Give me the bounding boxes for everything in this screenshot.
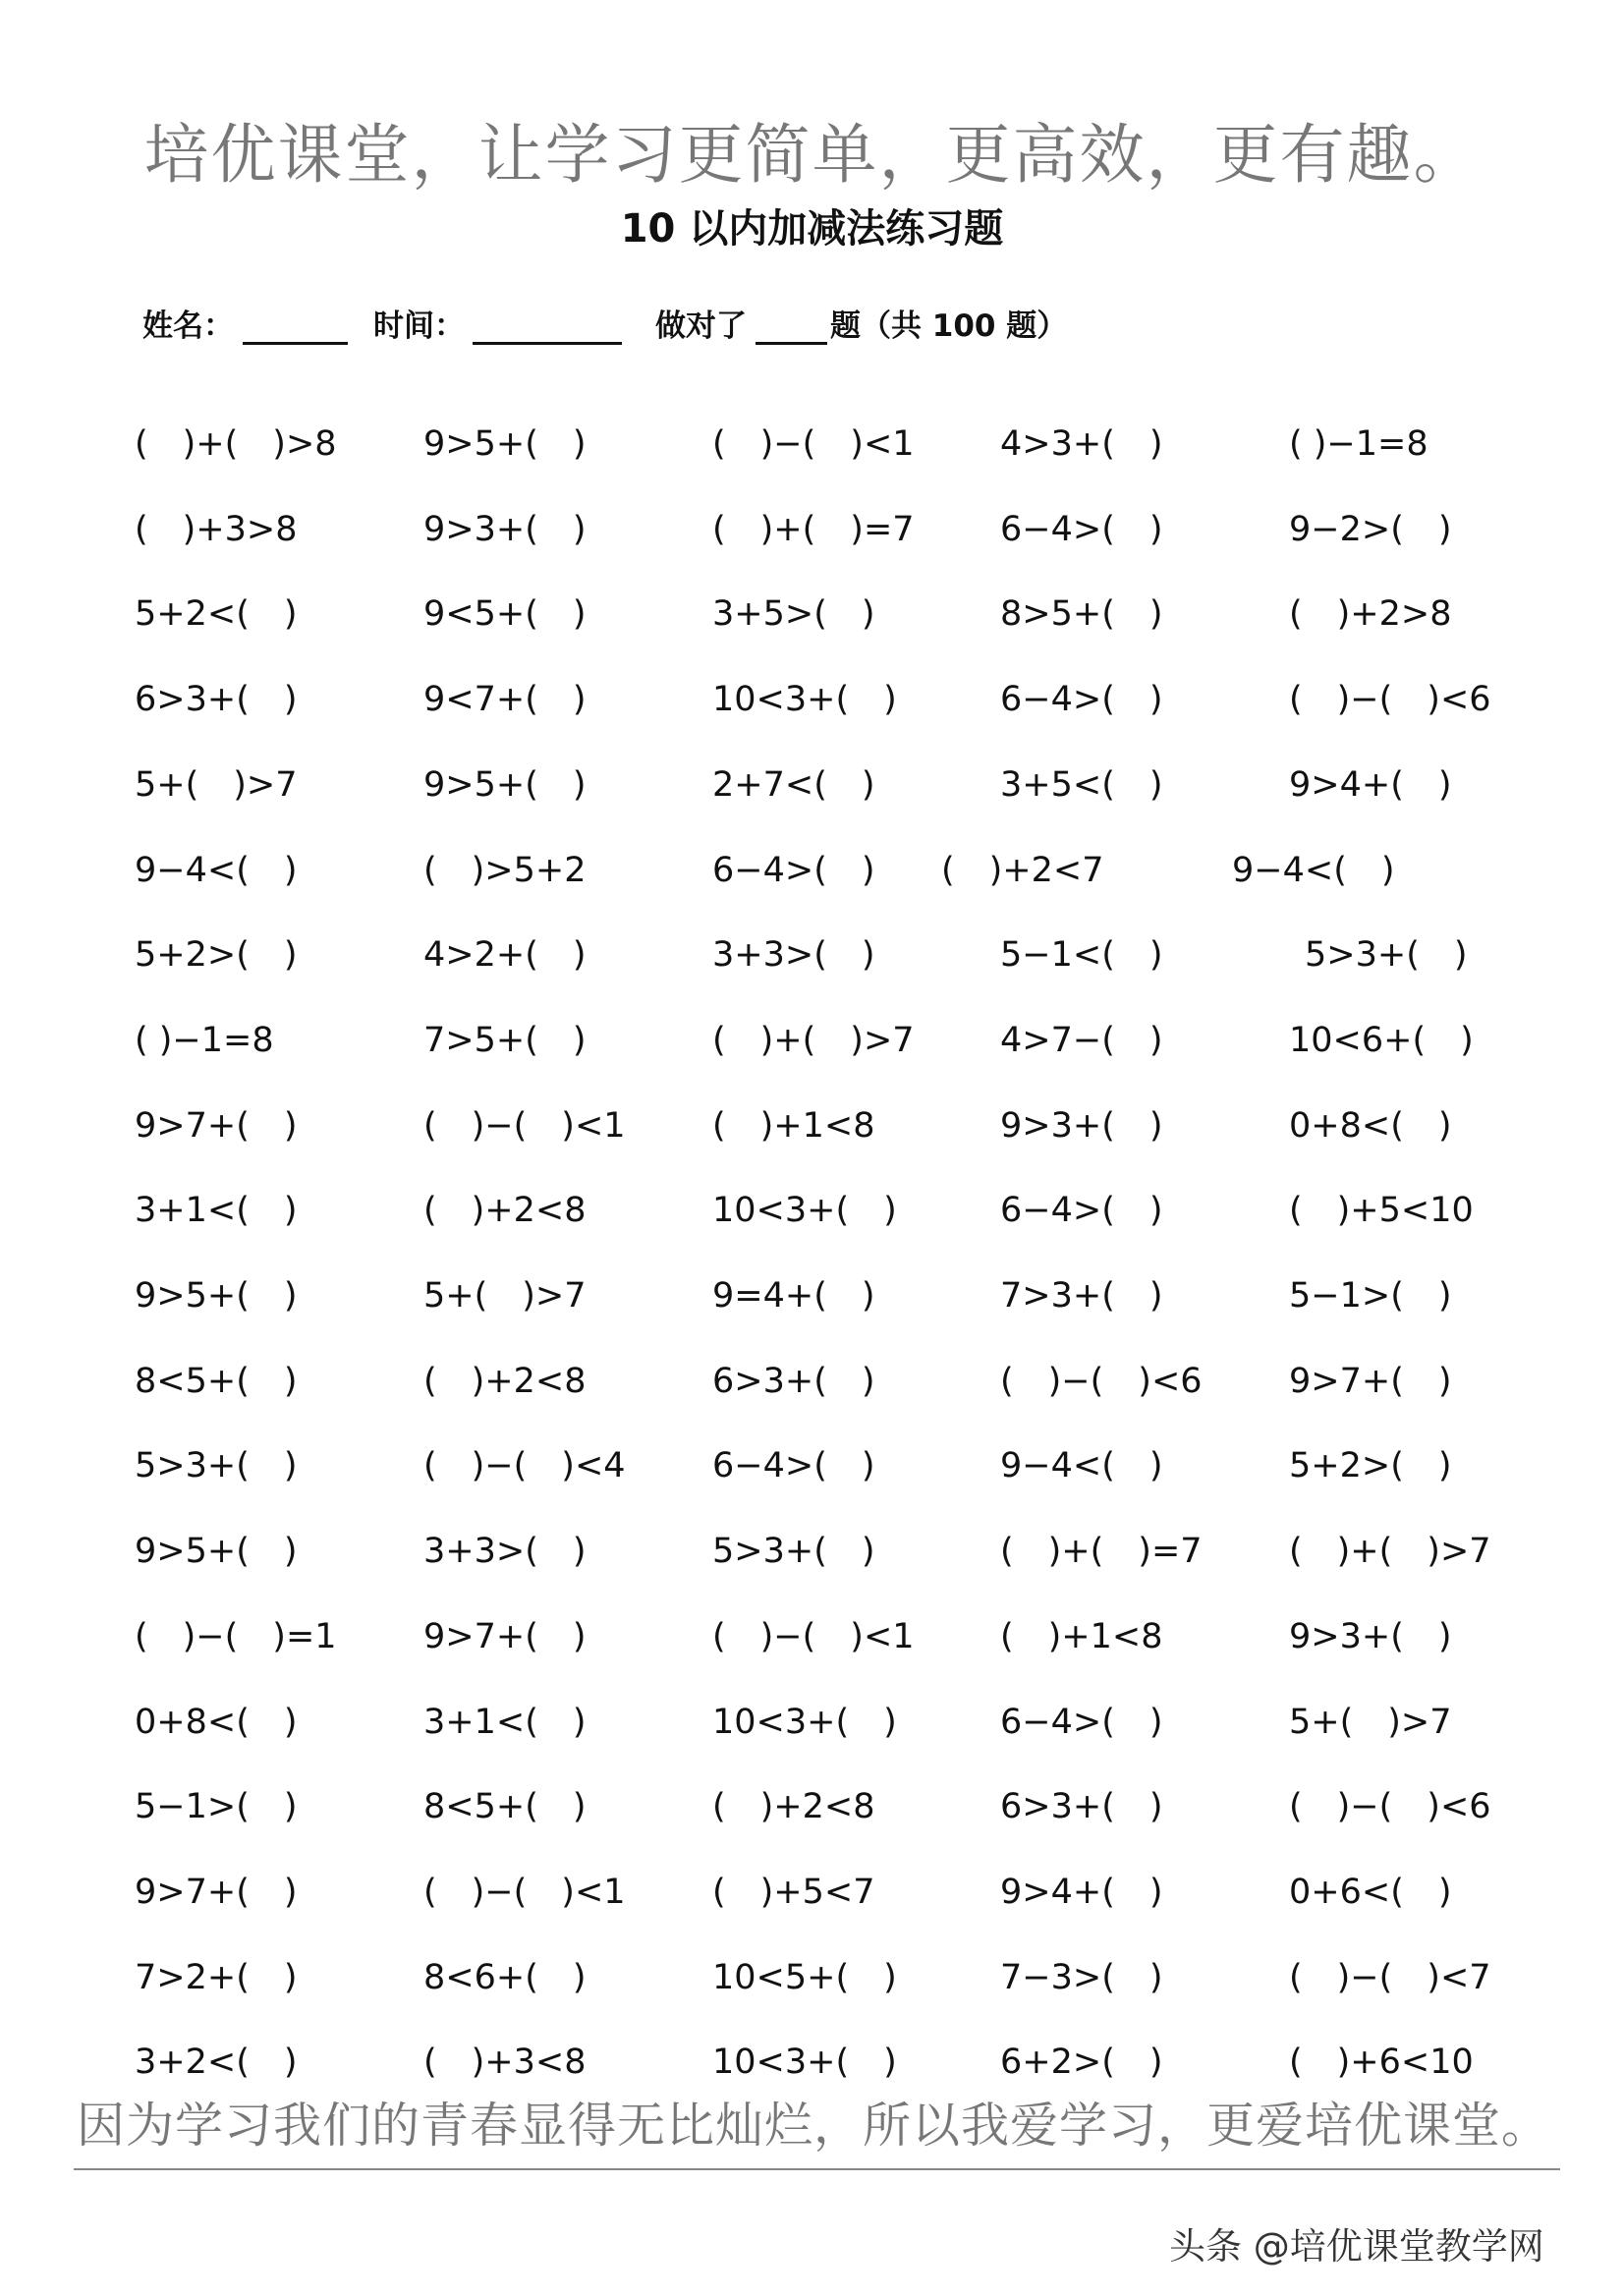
problem-r14-c1: 9>5+( ) [135, 1532, 298, 1571]
slogan-header: 培优课堂，让学习更简单，更高效，更有趣。 [143, 117, 1481, 193]
problem-r15-c1: ( )−( )=1 [135, 1617, 337, 1656]
problem-r17-c5: ( )−( )<6 [1289, 1787, 1491, 1826]
problem-r20-c2: ( )+3<8 [423, 2043, 587, 2082]
problem-r16-c4: 6−4>( ) [1000, 1703, 1163, 1742]
problem-r8-c5: 10<6+( ) [1289, 1021, 1474, 1060]
problem-r12-c5: 9>7+( ) [1289, 1362, 1452, 1401]
problem-r8-c3: ( )+( )>7 [712, 1021, 915, 1060]
problem-r6-c5: 9−4<( ) [1232, 851, 1395, 890]
problem-r15-c4: ( )+1<8 [1000, 1617, 1163, 1656]
problem-r5-c1: 5+( )>7 [135, 765, 298, 805]
problem-r6-c4: ( )+2<7 [941, 851, 1104, 890]
problem-r1-c1: ( )+( )>8 [135, 424, 337, 464]
problem-r4-c4: 6−4>( ) [1000, 680, 1163, 719]
problem-r7-c1: 5+2>( ) [135, 935, 298, 975]
problem-r13-c2: ( )−( )<4 [423, 1446, 626, 1485]
problem-r10-c5: ( )+5<10 [1289, 1191, 1474, 1230]
worksheet-title: 10 以内加减法练习题 [620, 206, 1004, 252]
problem-r14-c3: 5>3+( ) [712, 1532, 875, 1571]
problem-r20-c5: ( )+6<10 [1289, 2043, 1474, 2082]
time-blank[interactable] [473, 342, 622, 345]
problem-r5-c5: 9>4+( ) [1289, 765, 1452, 805]
problem-r10-c4: 6−4>( ) [1000, 1191, 1163, 1230]
problem-r11-c4: 7>3+( ) [1000, 1276, 1163, 1316]
problem-r16-c2: 3+1<( ) [423, 1703, 587, 1742]
problem-r1-c3: ( )−( )<1 [712, 424, 915, 464]
problem-r10-c3: 10<3+( ) [712, 1191, 897, 1230]
time-label: 时间： [373, 308, 465, 344]
problem-r12-c4: ( )−( )<6 [1000, 1362, 1203, 1401]
problem-r15-c3: ( )−( )<1 [712, 1617, 915, 1656]
problem-r9-c3: ( )+1<8 [712, 1106, 875, 1146]
problem-r19-c1: 7>2+( ) [135, 1958, 298, 1997]
problem-r9-c1: 9>7+( ) [135, 1106, 298, 1146]
footer-divider [74, 2168, 1560, 2170]
problem-r16-c5: 5+( )>7 [1289, 1703, 1452, 1742]
problem-r18-c2: ( )−( )<1 [423, 1873, 626, 1912]
correct-count-blank[interactable] [756, 342, 827, 345]
problem-r10-c2: ( )+2<8 [423, 1191, 587, 1230]
problem-r2-c5: 9−2>( ) [1289, 510, 1452, 549]
problem-r1-c4: 4>3+( ) [1000, 424, 1163, 464]
problem-r20-c4: 6+2>( ) [1000, 2043, 1163, 2082]
problem-r6-c1: 9−4<( ) [135, 851, 298, 890]
problem-r7-c5: 5>3+( ) [1305, 935, 1468, 975]
problem-r2-c4: 6−4>( ) [1000, 510, 1163, 549]
problem-r5-c4: 3+5<( ) [1000, 765, 1163, 805]
problem-r3-c4: 8>5+( ) [1000, 594, 1163, 634]
problem-r3-c3: 3+5>( ) [712, 594, 875, 634]
problem-r7-c4: 5−1<( ) [1000, 935, 1163, 975]
problem-r3-c1: 5+2<( ) [135, 594, 298, 634]
problem-r12-c3: 6>3+( ) [712, 1362, 875, 1401]
name-label: 姓名： [142, 308, 234, 344]
problem-r20-c3: 10<3+( ) [712, 2043, 897, 2082]
problem-r13-c4: 9−4<( ) [1000, 1446, 1163, 1485]
problem-r13-c1: 5>3+( ) [135, 1446, 298, 1485]
problem-r14-c2: 3+3>( ) [423, 1532, 587, 1571]
problem-r1-c2: 9>5+( ) [423, 424, 587, 464]
problem-r11-c5: 5−1>( ) [1289, 1276, 1452, 1316]
problem-r8-c2: 7>5+( ) [423, 1021, 587, 1060]
problem-r13-c3: 6−4>( ) [712, 1446, 875, 1485]
problem-r1-c5: ( )−1=8 [1289, 424, 1428, 464]
problem-r18-c5: 0+6<( ) [1289, 1873, 1452, 1912]
problem-r17-c1: 5−1>( ) [135, 1787, 298, 1826]
problem-r18-c3: ( )+5<7 [712, 1873, 875, 1912]
source-watermark: 头条 @培优课堂教学网 [1169, 2225, 1544, 2268]
problem-r19-c4: 7−3>( ) [1000, 1958, 1163, 1997]
problem-r18-c1: 9>7+( ) [135, 1873, 298, 1912]
correct-count-label: 做对了 [655, 308, 747, 344]
problem-r14-c4: ( )+( )=7 [1000, 1532, 1203, 1571]
problem-r12-c1: 8<5+( ) [135, 1362, 298, 1401]
problem-r15-c2: 9>7+( ) [423, 1617, 587, 1656]
problem-r9-c4: 9>3+( ) [1000, 1106, 1163, 1146]
problem-r15-c5: 9>3+( ) [1289, 1617, 1452, 1656]
problem-r20-c1: 3+2<( ) [135, 2043, 298, 2082]
problem-r7-c3: 3+3>( ) [712, 935, 875, 975]
problem-r2-c2: 9>3+( ) [423, 510, 587, 549]
problem-r17-c4: 6>3+( ) [1000, 1787, 1163, 1826]
problem-r3-c5: ( )+2>8 [1289, 594, 1452, 634]
total-count-label: 题（共 100 题） [830, 308, 1068, 344]
problem-r5-c3: 2+7<( ) [712, 765, 875, 805]
problem-r9-c5: 0+8<( ) [1289, 1106, 1452, 1146]
problem-r11-c2: 5+( )>7 [423, 1276, 587, 1316]
problem-r6-c2: ( )>5+2 [423, 851, 587, 890]
problem-r10-c1: 3+1<( ) [135, 1191, 298, 1230]
problem-r9-c2: ( )−( )<1 [423, 1106, 626, 1146]
problem-r7-c2: 4>2+( ) [423, 935, 587, 975]
problem-r19-c2: 8<6+( ) [423, 1958, 587, 1997]
problem-r8-c1: ( )−1=8 [135, 1021, 274, 1060]
problem-r11-c3: 9=4+( ) [712, 1276, 875, 1316]
problem-r14-c5: ( )+( )>7 [1289, 1532, 1491, 1571]
problem-r16-c3: 10<3+( ) [712, 1703, 897, 1742]
problem-r6-c3: 6−4>( ) [712, 851, 875, 890]
problem-r17-c2: 8<5+( ) [423, 1787, 587, 1826]
problem-r19-c5: ( )−( )<7 [1289, 1958, 1491, 1997]
problem-r19-c3: 10<5+( ) [712, 1958, 897, 1997]
problem-r2-c1: ( )+3>8 [135, 510, 298, 549]
problem-r4-c5: ( )−( )<6 [1289, 680, 1491, 719]
problem-r4-c3: 10<3+( ) [712, 680, 897, 719]
problem-r4-c2: 9<7+( ) [423, 680, 587, 719]
problem-r5-c2: 9>5+( ) [423, 765, 587, 805]
problem-r4-c1: 6>3+( ) [135, 680, 298, 719]
name-blank[interactable] [243, 342, 348, 345]
footer-motto: 因为学习我们的青春显得无比灿烂，所以我爱学习，更爱培优课堂。 [77, 2098, 1551, 2154]
problem-r12-c2: ( )+2<8 [423, 1362, 587, 1401]
problem-r8-c4: 4>7−( ) [1000, 1021, 1163, 1060]
problem-r16-c1: 0+8<( ) [135, 1703, 298, 1742]
problem-r3-c2: 9<5+( ) [423, 594, 587, 634]
problem-r17-c3: ( )+2<8 [712, 1787, 875, 1826]
problem-r13-c5: 5+2>( ) [1289, 1446, 1452, 1485]
problem-r11-c1: 9>5+( ) [135, 1276, 298, 1316]
problem-r2-c3: ( )+( )=7 [712, 510, 915, 549]
problem-r18-c4: 9>4+( ) [1000, 1873, 1163, 1912]
